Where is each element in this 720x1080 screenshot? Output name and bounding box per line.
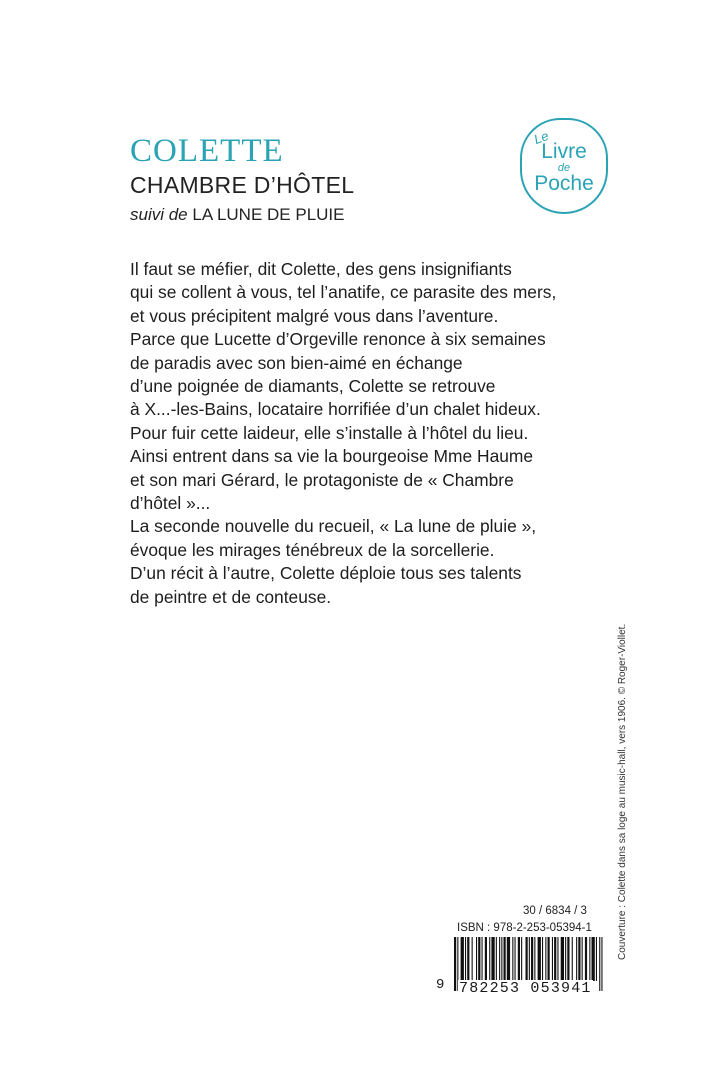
blurb-line: Parce que Lucette d’Orgeville renonce à six semaines — [130, 329, 546, 350]
barcode-bar — [478, 937, 480, 981]
blurb-line: et vous précipitent malgré vous dans l’aventure. — [130, 305, 499, 326]
barcode-bar — [538, 937, 541, 981]
blurb-line: La seconde nouvelle du recueil, « La lune de pluie », — [130, 516, 537, 537]
barcode-bar — [531, 937, 533, 981]
catalog-code: 30 / 6834 / 3 — [523, 905, 587, 917]
barcode-bar — [545, 937, 546, 981]
barcode-bar — [518, 937, 520, 981]
barcode-bar — [482, 937, 483, 981]
barcode-bar — [578, 937, 580, 981]
barcode-bar — [576, 937, 577, 981]
barcode-bar — [499, 937, 500, 981]
book-blurb — [130, 258, 610, 609]
barcode-bar — [465, 937, 466, 981]
blurb-line: d’une poignée de diamants, Colette se retrouve — [130, 376, 496, 397]
book-subtitle — [130, 205, 345, 225]
book-title: CHAMBRE D’HÔTEL — [130, 172, 355, 198]
barcode-bar — [501, 937, 502, 981]
blurb-line: d’hôtel »... — [130, 493, 211, 514]
barcode-bar — [529, 937, 530, 981]
barcode-bar — [507, 937, 510, 981]
barcode-bar — [599, 937, 600, 991]
barcode-bar — [467, 937, 469, 981]
barcode-bar — [567, 937, 569, 981]
blurb-line: Il faut se méfier, dit Colette, des gens insignifiants — [130, 259, 512, 279]
barcode-first-digit: 9 — [436, 977, 445, 993]
barcode-bar — [491, 937, 494, 981]
barcode-bar — [585, 937, 587, 981]
barcode-bar — [476, 937, 477, 981]
blurb-line: et son mari Gérard, le protagoniste de « Chambre — [130, 469, 514, 490]
barcode-bar — [526, 937, 528, 981]
barcode-bar — [512, 937, 513, 981]
blurb-line: évoque les mirages ténébreux de la sorcellerie. — [130, 539, 495, 560]
barcode-bar — [582, 937, 583, 981]
blurb-line: Pour fuir cette laideur, elle s’installe à l’hôtel du lieu. — [130, 422, 529, 443]
barcode-bar — [521, 937, 522, 981]
barcode-bar — [461, 937, 464, 981]
barcode-digits: 782253 053941 — [459, 980, 592, 997]
barcode-bar — [485, 937, 487, 981]
barcode-bar — [552, 937, 553, 981]
author-name: COLETTE — [130, 133, 284, 169]
barcode-bar — [454, 937, 456, 991]
blurb-line: de peintre et de conteuse. — [130, 586, 332, 607]
blurb-line: Ainsi entrent dans sa vie la bourgeoise Mme Haume — [130, 446, 534, 467]
blurb-line: qui se collent à vous, tel l’anatife, ce parasite des mers, — [130, 282, 557, 303]
logo-de: de — [557, 162, 571, 174]
barcode-bar — [534, 937, 535, 981]
barcode-bar — [596, 937, 597, 981]
barcode-bar — [472, 937, 473, 981]
barcode-bar — [589, 937, 590, 981]
barcode-bar — [542, 937, 543, 981]
isbn-text: ISBN : 978-2-253-05394-1 — [457, 922, 592, 934]
barcode — [436, 937, 604, 997]
barcode-bar — [548, 937, 550, 981]
logo-le: Le — [531, 127, 551, 148]
subtitle-prefix: suivi de — [130, 205, 188, 224]
blurb-line: à X...-les-Bains, locataire horrifiée d’un chalet hideux. — [130, 399, 541, 420]
barcode-bar — [557, 937, 558, 981]
barcode-bar — [592, 937, 595, 981]
blurb-line: D’un récit à l’autre, Colette déploie tous ses talents — [130, 563, 522, 584]
publisher-logo — [520, 118, 608, 214]
barcode-bar — [489, 937, 490, 981]
barcode-bar — [561, 937, 564, 981]
barcode-bar — [515, 937, 516, 981]
logo-poche: Poche — [534, 172, 594, 195]
barcode-bar — [496, 937, 497, 981]
barcode-bar — [601, 937, 602, 991]
blurb-line: de paradis avec son bien-aimé en échange — [130, 352, 463, 373]
barcode-bar — [554, 937, 556, 981]
cover-credit: Couverture : Colette dans sa loge au music-hall, vers 1906. © Roger-Viollet. — [617, 623, 628, 960]
barcode-bar — [572, 937, 573, 981]
barcode-bar — [565, 937, 566, 981]
logo-livre: Livre — [541, 140, 587, 163]
subtitle-text: LA LUNE DE PLUIE — [192, 205, 345, 224]
